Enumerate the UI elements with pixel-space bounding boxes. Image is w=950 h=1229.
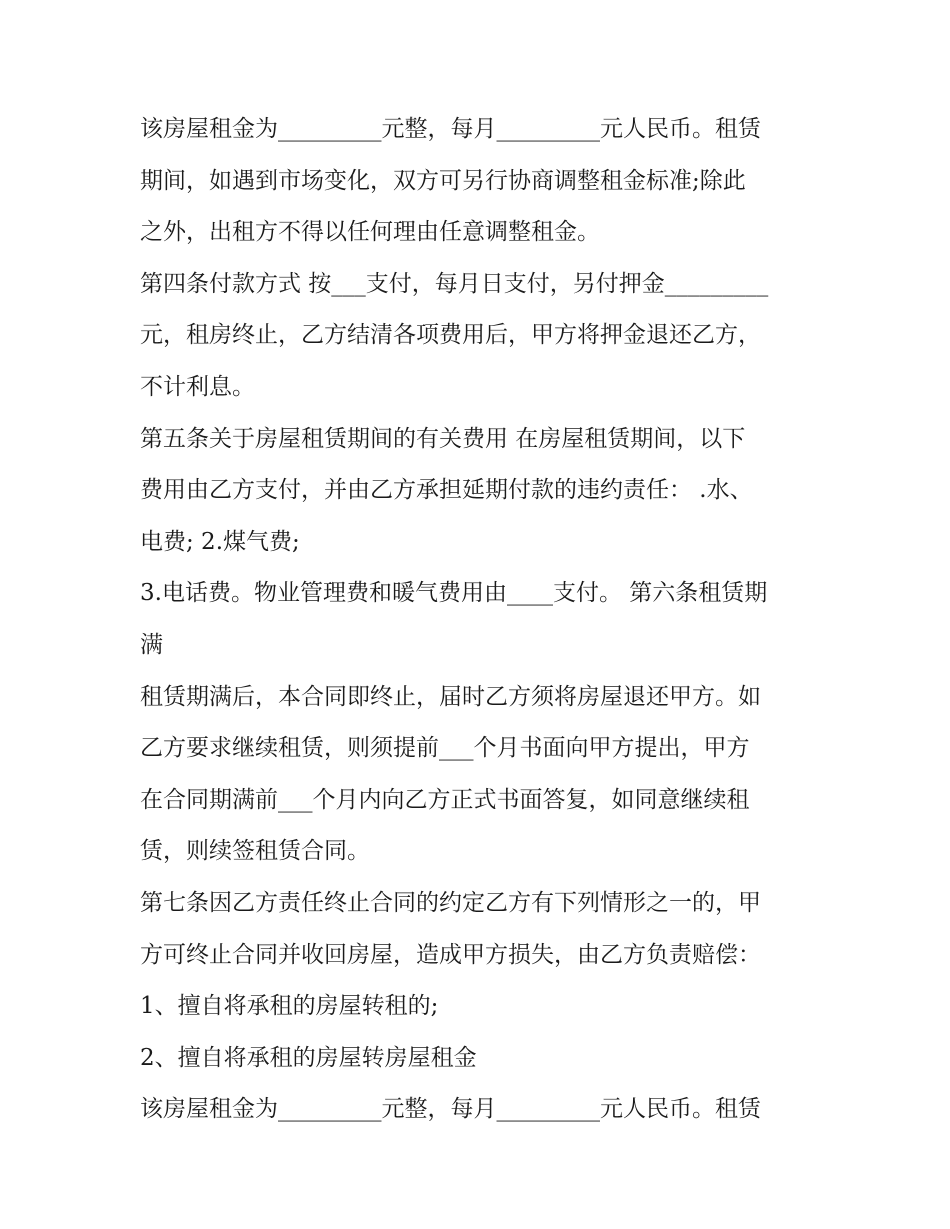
text-line: 之外，出租方不得以任何理由任意调整租金。	[140, 219, 600, 246]
text-line: 第七条因乙方责任终止合同的约定乙方有下列情形之一的，甲	[140, 889, 761, 916]
text-line: 方可终止合同并收回房屋，造成甲方损失，由乙方负责赔偿：	[140, 941, 761, 968]
text-line: 该房屋租金为_________元整，每月_________元人民币。租赁	[140, 1096, 761, 1123]
text-line: 电费; 2.煤气费;	[140, 528, 300, 555]
document-body	[140, 104, 820, 1136]
text-line: 满	[140, 631, 163, 658]
text-line: 2、擅自将承租的房屋转房屋租金	[140, 1044, 477, 1071]
text-line: 第四条付款方式 按___支付，每月日支付，另付押金_________	[140, 270, 769, 297]
text-line: 该房屋租金为_________元整，每月_________元人民币。租赁	[140, 116, 761, 142]
text-line: 费用由乙方支付，并由乙方承担延期付款的违约责任： .水、	[140, 477, 753, 504]
text-line: 元，租房终止，乙方结清各项费用后，甲方将押金退还乙方，	[140, 322, 761, 349]
text-line: 在合同期满前___个月内向乙方正式书面答复，如同意继续租	[140, 786, 750, 813]
text-line: 不计利息。	[140, 373, 255, 400]
text-line: 第五条关于房屋租赁期间的有关费用 在房屋租赁期间，以下	[140, 425, 746, 452]
text-line: 租赁期满后，本合同即终止，届时乙方须将房屋退还甲方。如	[140, 683, 761, 710]
text-line: 期间，如遇到市场变化，双方可另行协商调整租金标准;除此	[140, 167, 746, 194]
text-line: 乙方要求继续租赁，则须提前___个月书面向甲方提出，甲方	[140, 735, 750, 762]
text-line: 3.电话费。物业管理费和暖气费用由____支付。 第六条租赁期	[140, 580, 768, 607]
text-line: 1、擅自将承租的房屋转租的;	[140, 993, 439, 1020]
text-line: 赁，则续签租赁合同。	[140, 838, 370, 865]
